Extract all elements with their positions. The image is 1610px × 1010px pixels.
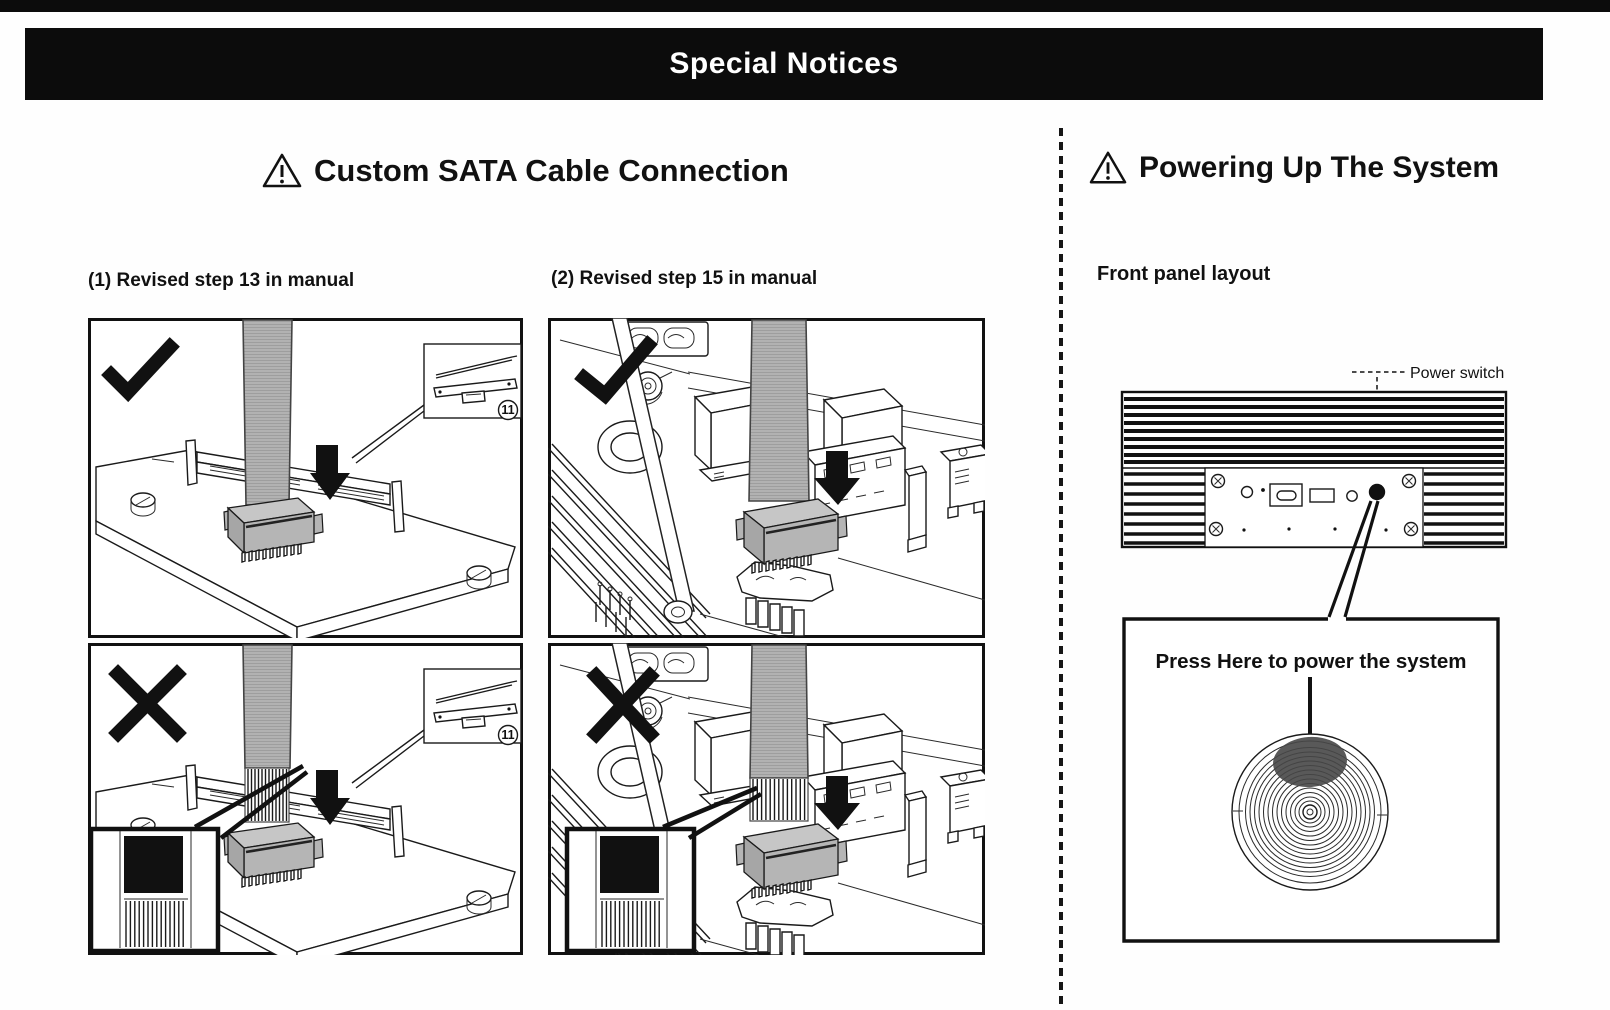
screw-icon: [1210, 523, 1223, 536]
press-here-label: Press Here to power the system: [1155, 650, 1467, 673]
section-heading-power: [1089, 150, 1499, 186]
screw-icon: [1403, 475, 1416, 488]
page-title: Special Notices: [669, 47, 899, 80]
front-panel-drawing: [1122, 392, 1506, 547]
figure2-caption: (2) Revised step 15 in manual: [551, 268, 818, 289]
cable-end-closeup-inset: [567, 829, 694, 951]
ribbon-cable: [243, 320, 292, 505]
reset-button: [1347, 491, 1357, 501]
figure1-caption: (1) Revised step 13 in manual: [88, 270, 355, 291]
page-top-strip: [0, 0, 1610, 12]
power-button-drawing: [1232, 734, 1388, 890]
ribbon-cable: [750, 645, 808, 778]
exposed-wires: [750, 778, 808, 821]
ribbon-cable: [749, 320, 809, 501]
figure-step15-correct: [548, 318, 985, 638]
ribbon-cable: [243, 645, 292, 768]
figure-step13-correct: [88, 318, 523, 638]
step-badge-number: 11: [501, 403, 515, 417]
front-panel-figure: [1060, 330, 1520, 955]
step-badge-number: 11: [501, 728, 515, 742]
port-outline: [1270, 484, 1302, 506]
figure-step13-incorrect: [88, 643, 523, 955]
section-title: Powering Up The System: [1139, 151, 1500, 184]
screw-icon: [1405, 523, 1418, 536]
warning-triangle-icon: [1089, 150, 1127, 186]
figure-step15-incorrect: [548, 643, 985, 955]
led-indicator: [1242, 487, 1253, 498]
screw-icon: [1212, 475, 1225, 488]
section-heading-sata: [262, 152, 789, 190]
page-banner: [25, 28, 1543, 100]
port-outline: [1310, 489, 1334, 502]
section-title: Custom SATA Cable Connection: [314, 153, 789, 188]
power-switch-label: Power switch: [1410, 365, 1505, 382]
front-panel-subheading: Front panel layout: [1097, 263, 1271, 285]
cable-end-closeup-inset: [91, 829, 218, 951]
control-recess: [1205, 468, 1423, 547]
panel-dot: [1261, 488, 1265, 492]
warning-triangle-icon: [262, 152, 302, 190]
power-switch-button: [1369, 484, 1385, 500]
